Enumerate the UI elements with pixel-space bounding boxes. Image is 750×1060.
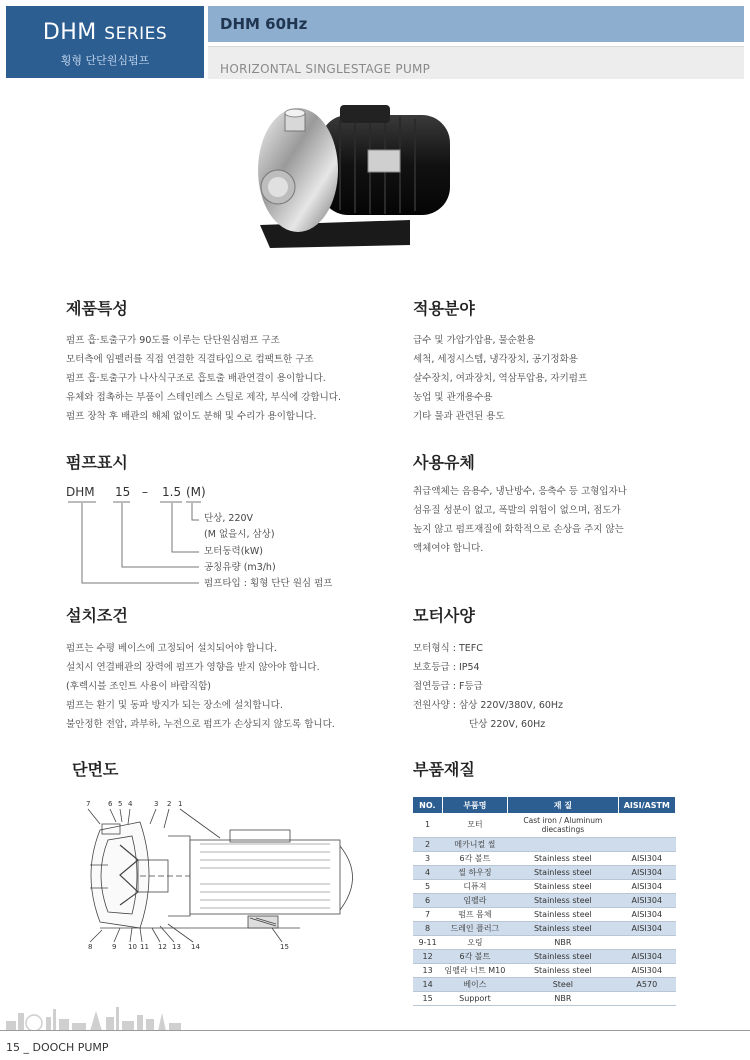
cell: Stainless steel: [508, 964, 618, 978]
cell: Stainless steel: [508, 950, 618, 964]
cell: AISI304: [618, 908, 675, 922]
pump-code-diagram: [66, 485, 366, 595]
list-item: 펌프 흡·토출구가 나사식구조로 흡토출 배관연결이 용이합니다.: [66, 373, 326, 384]
cell: AISI304: [618, 950, 675, 964]
cell: Stainless steel: [508, 894, 618, 908]
cell: Steel: [508, 978, 618, 992]
series-subtitle: 횡형 단단원심펌프: [60, 54, 150, 67]
legend-flow: 공칭유량 (m3/h): [204, 562, 276, 573]
table-row: [413, 880, 676, 894]
list-item: 유체와 접촉하는 부품이 스테인레스 스틸로 제작, 부식에 강합니다.: [66, 392, 341, 403]
features-list: [66, 331, 341, 426]
legend-power: 모터동력(kW): [204, 546, 264, 557]
cell: 디퓨져: [442, 880, 507, 894]
table-row: [413, 964, 676, 978]
cell: [618, 813, 675, 838]
code-power: 1.5: [162, 485, 182, 499]
callout-label: 5: [118, 800, 123, 808]
application-title: 적용분야: [413, 299, 475, 318]
list-item: 펌프 흡·토출구가 90도를 이루는 단단원심펌프 구조: [66, 335, 280, 346]
list-item: (후렉시블 조인트 사용이 바람직함): [66, 681, 211, 692]
cell: 모터: [442, 813, 507, 838]
cell: 베이스: [442, 978, 507, 992]
cell: NBR: [508, 936, 618, 950]
series-header: [6, 6, 204, 78]
cell: AISI304: [618, 866, 675, 880]
table-row: [413, 936, 676, 950]
list-item: 모터형식 : TEFC: [413, 643, 483, 654]
code-dash: –: [142, 485, 148, 499]
col-astm: AISI/ASTM: [618, 797, 675, 813]
table-row: [413, 838, 676, 852]
cell: [618, 992, 675, 1006]
cell: AISI304: [618, 922, 675, 936]
cell: 2: [413, 838, 442, 852]
cell: 드레인 플러그: [442, 922, 507, 936]
cell: 13: [413, 964, 442, 978]
pump-image: [250, 95, 470, 255]
pump-code-title: 펌프표시: [66, 453, 128, 472]
callout-label: 11: [140, 943, 149, 951]
cell: 8: [413, 922, 442, 936]
cell: 1: [413, 813, 442, 838]
footer-text: [6, 1041, 109, 1054]
callout-label: 15: [280, 943, 289, 951]
install-list: [66, 639, 335, 734]
list-item: 불안정한 전압, 과부하, 누전으로 펌프가 손상되지 않도록 합니다.: [66, 719, 335, 730]
callout-label: 14: [191, 943, 200, 951]
code-phase: (M): [186, 485, 206, 499]
cell: [508, 838, 618, 852]
cell: 메카니컬 씰: [442, 838, 507, 852]
section-title: 단면도: [72, 760, 119, 779]
table-row: [413, 908, 676, 922]
cell: 6각 볼트: [442, 852, 507, 866]
cell: 14: [413, 978, 442, 992]
cell: [618, 838, 675, 852]
features-title: 제품특성: [66, 299, 128, 318]
cell: 임펠라 너트 M10: [442, 964, 507, 978]
table-row: [413, 894, 676, 908]
cell: AISI304: [618, 894, 675, 908]
footer-divider: [0, 1030, 750, 1031]
model-title: DHM 60Hz: [220, 15, 308, 33]
city-skyline-icon: [6, 1005, 181, 1031]
cell: 6각 볼트: [442, 950, 507, 964]
list-item: 모터측에 임펠러를 직접 연결한 직결타입으로 컴팩트한 구조: [66, 354, 314, 365]
callout-label: 12: [158, 943, 167, 951]
cell: 오링: [442, 936, 507, 950]
list-item: 취급액체는 음용수, 냉난방수, 응축수 등 고형입자나: [413, 486, 627, 497]
cell: AISI304: [618, 964, 675, 978]
list-item: 절연등급 : F등급: [413, 681, 483, 692]
col-material: 재 질: [508, 797, 618, 813]
callout-label: 6: [108, 800, 113, 808]
list-item: 보호등급 : IP54: [413, 662, 480, 673]
list-item: 높지 않고 펌프재질에 화학적으로 손상을 주지 않는: [413, 524, 624, 535]
section-drawing: [80, 800, 380, 960]
cell: 씰 하우징: [442, 866, 507, 880]
materials-table: [413, 797, 676, 1006]
col-part: 부품명: [442, 797, 507, 813]
cell: AISI304: [618, 880, 675, 894]
list-item: 전원사양 : 삼상 220V/380V, 60Hz: [413, 700, 564, 711]
cell: Stainless steel: [508, 852, 618, 866]
cell: 9-11: [413, 936, 442, 950]
cell: [618, 936, 675, 950]
callout-label: 13: [172, 943, 181, 951]
model-subtitle-bar: [208, 46, 744, 79]
model-bar: [208, 6, 744, 42]
materials-title: 부품재질: [413, 760, 475, 779]
cell: 7: [413, 908, 442, 922]
list-item: 액체여야 합니다.: [413, 543, 484, 554]
callout-label: 9: [112, 943, 117, 951]
page-number: 15: [6, 1041, 20, 1054]
cell: 6: [413, 894, 442, 908]
table-row: [413, 922, 676, 936]
list-item: 농업 및 관개용수용: [413, 392, 493, 403]
cell: AISI304: [618, 852, 675, 866]
table-row: [413, 866, 676, 880]
callout-label: 3: [154, 800, 159, 808]
callout-label: 7: [86, 800, 91, 808]
cell: 5: [413, 880, 442, 894]
callout-label: 1: [178, 800, 183, 808]
code-flow: 15: [115, 485, 131, 499]
cell: Support: [442, 992, 507, 1006]
cell: 12: [413, 950, 442, 964]
callout-label: 2: [167, 800, 172, 808]
list-item: 급수 및 가압가압용, 물순환용: [413, 335, 536, 346]
table-row: [413, 950, 676, 964]
list-item: 기타 물과 관련된 용도: [413, 411, 505, 422]
col-no: NO.: [413, 797, 442, 813]
list-item: 펌프 장착 후 배관의 해체 없이도 분해 및 수리가 용이합니다.: [66, 411, 317, 422]
cell: Stainless steel: [508, 922, 618, 936]
cell: Stainless steel: [508, 908, 618, 922]
cell: A570: [618, 978, 675, 992]
callout-label: 10: [128, 943, 137, 951]
model-subtitle: HORIZONTAL SINGLESTAGE PUMP: [220, 62, 431, 76]
list-item: 섬유질 성분이 없고, 폭발의 위험이 없으며, 점도가: [413, 505, 621, 516]
cell: Stainless steel: [508, 866, 618, 880]
list-item: 세척, 세정시스템, 냉각장치, 공기정화용: [413, 354, 578, 365]
footer-separator: _: [23, 1041, 33, 1054]
table-row: [413, 813, 676, 838]
cell: 임펠라: [442, 894, 507, 908]
callout-label: 8: [88, 943, 93, 951]
motor-title: 모터사양: [413, 606, 475, 625]
series-suffix: SERIES: [104, 24, 168, 44]
list-item: 설치시 연결배관의 장력에 펌프가 영향을 받지 않아야 합니다.: [66, 662, 320, 673]
list-item: 펌프는 수평 베이스에 고정되어 설치되어야 합니다.: [66, 643, 277, 654]
legend-phase: 단상, 220V: [204, 513, 254, 524]
cell: Cast iron / Aluminum diecastings: [508, 813, 618, 838]
cell: Stainless steel: [508, 880, 618, 894]
list-item: 펌프는 환기 및 동파 방지가 되는 장소에 설치합니다.: [66, 700, 283, 711]
cell: 펌프 몸체: [442, 908, 507, 922]
cross-section-svg: [80, 800, 380, 960]
legend-type: 펌프타입 : 횡형 단단 원심 펌프: [204, 578, 333, 589]
fluid-list: [413, 482, 627, 558]
table-row: [413, 978, 676, 992]
list-item: 살수장치, 여과장치, 역삼투압용, 자키펌프: [413, 373, 588, 384]
footer-brand: DOOCH PUMP: [32, 1041, 109, 1054]
table-header-row: [413, 797, 676, 813]
fluid-title: 사용유체: [413, 453, 475, 472]
application-list: [413, 331, 587, 426]
callout-label: 4: [128, 800, 133, 808]
cell: 4: [413, 866, 442, 880]
motor-list: [413, 639, 563, 734]
cell: NBR: [508, 992, 618, 1006]
table-row: [413, 852, 676, 866]
table-row: [413, 992, 676, 1006]
legend-phase-note: (M 없을시, 삼상): [204, 529, 275, 540]
series-title: [6, 20, 204, 45]
series-main: DHM: [42, 20, 97, 45]
install-title: 설치조건: [66, 606, 128, 625]
code-type: DHM: [66, 485, 95, 499]
cell: 15: [413, 992, 442, 1006]
cell: 3: [413, 852, 442, 866]
list-item: 단상 220V, 60Hz: [469, 719, 546, 730]
